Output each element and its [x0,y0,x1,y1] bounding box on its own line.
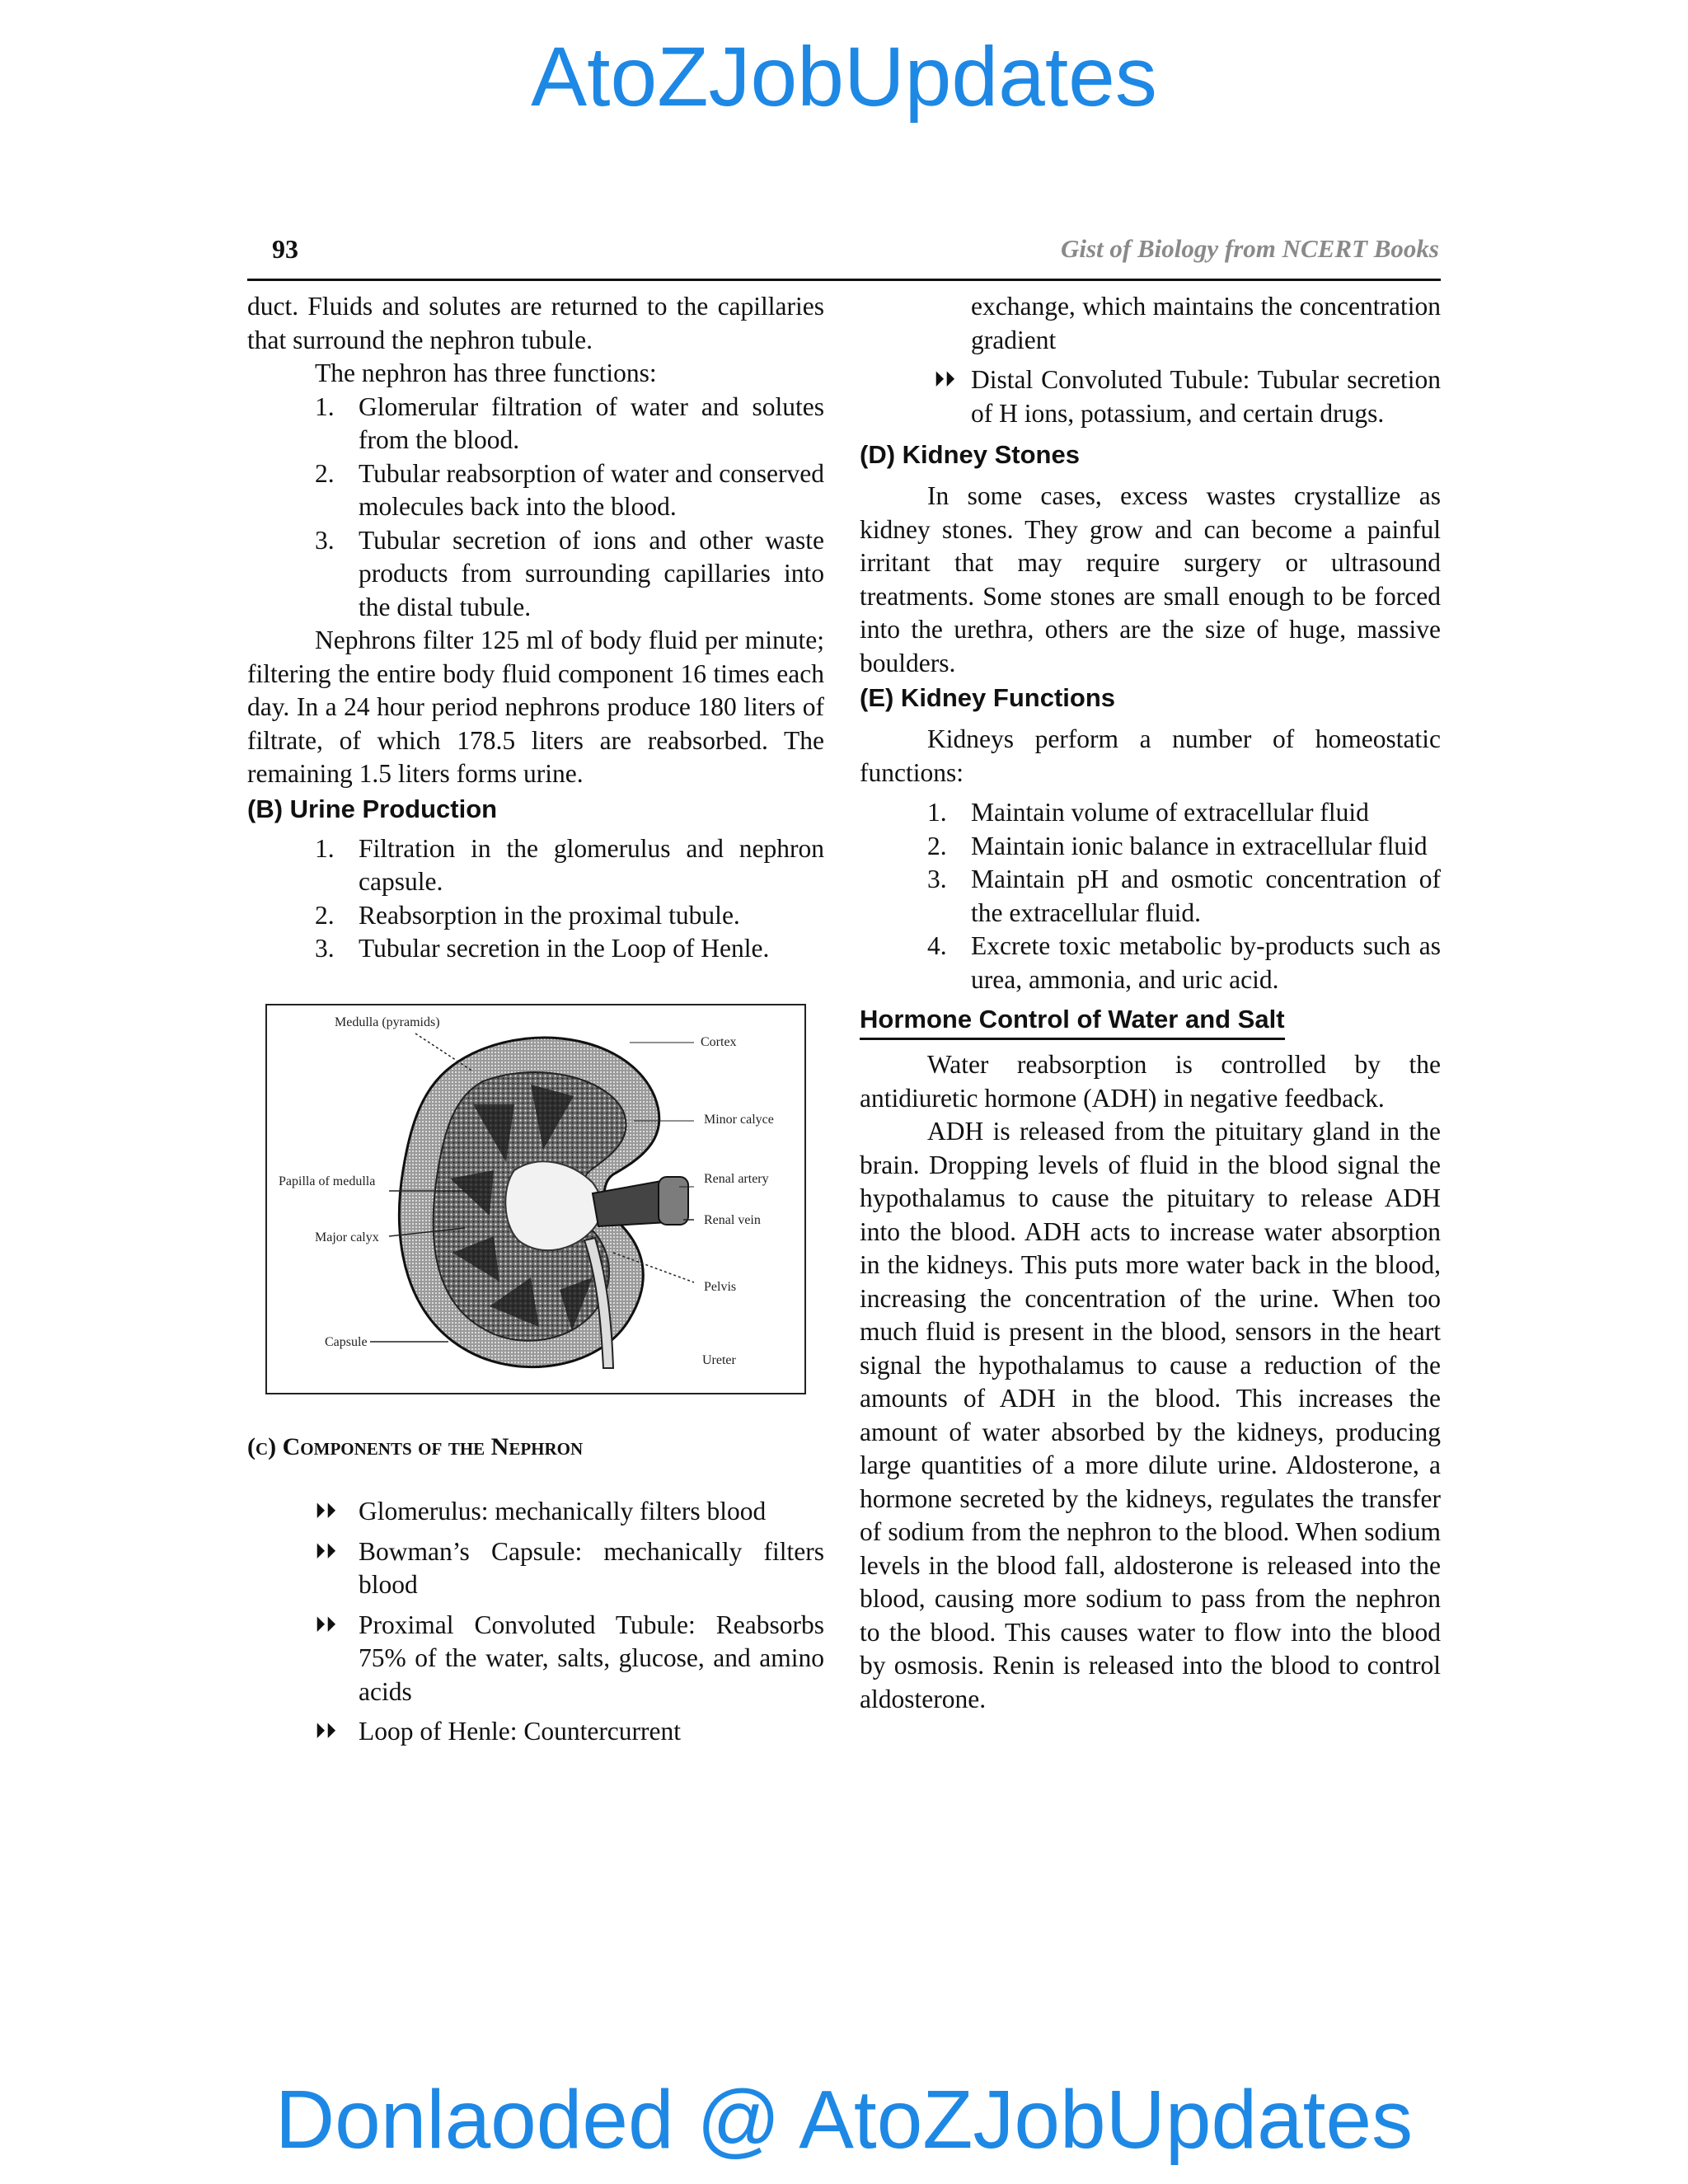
paragraph-functions-intro: The nephron has three functions: [315,359,657,387]
list-item [247,932,824,966]
label-papilla: Papilla of medulla [279,1174,376,1188]
heading-kidney-stones: (D) Kidney Stones [860,440,1080,469]
label-renal-artery: Renal artery [704,1171,769,1186]
paragraph-intro: duct. Fluids and solutes are returned to the capillaries that surround the nephron tubule. [247,292,824,354]
list-text: Filtration in the glomerulus and nephron capsule. [359,833,824,896]
watermark-top: AtoZJobUpdates [531,30,1157,124]
paragraph-nephrons: Nephrons filter 125 ml of body fluid per minute; filtering the entire body fluid component 16 times each day. In a 24 hour period nephrons produce 180 liters of filtrate, of which 178.5 liters are reabsorbed. The remaining 1.5 liters forms urine. [247,626,824,788]
label-minor-calyce: Minor calyce [704,1112,774,1127]
list-text: Proximal Convoluted Tubule: Reabsorbs 75% of the water, salts, glucose, and amino acids [359,1610,824,1706]
list-text: Distal Convoluted Tubule: Tubular secretion of H ions, potassium, and certain drugs. [971,365,1441,428]
double-arrow-icon: ⏵⏵ [934,368,956,391]
right-column [860,290,1441,1716]
label-medulla: Medulla (pyramids) [335,1015,440,1029]
header-rule [247,279,1441,281]
list-item [247,457,824,524]
list-number: 1. [315,391,335,421]
list-text: Tubular secretion in the Loop of Henle. [359,934,770,963]
list-item [860,830,1441,864]
list-number: 3. [315,525,335,555]
renal-vessel-end [659,1177,688,1225]
list-text: Glomerular filtration of water and solutes from the blood. [359,391,824,454]
list-number: 2. [927,831,947,860]
kidney-functions-list [860,796,1441,996]
double-arrow-icon: ⏵⏵ [315,1499,337,1523]
list-text: exchange, which maintains the concentration gradient [971,292,1441,354]
list-text: Reabsorption in the proximal tubule. [359,900,740,930]
list-item [247,832,824,899]
nephron-functions-list [247,391,824,625]
list-item [860,363,1441,430]
list-item [247,524,824,625]
list-number: 2. [315,458,335,488]
page-number: 93 [272,234,298,264]
label-capsule: Capsule [325,1334,368,1349]
label-pelvis: Pelvis [704,1279,737,1294]
label-cortex: Cortex [701,1034,737,1049]
list-text: Bowman’s Capsule: mechanically filters blood [359,1536,824,1599]
list-item [860,290,1441,357]
watermark-bottom: Donlaoded @ AtoZJobUpdates [274,2074,1414,2166]
list-number: 4. [927,931,947,960]
double-arrow-icon: ⏵⏵ [315,1719,337,1743]
list-text: Tubular reabsorption of water and conserved molecules back into the blood. [359,458,824,521]
kidney-diagram [265,1004,806,1394]
heading-hormone-control: Hormone Control of Water and Salt [860,1001,1285,1040]
list-number: 1. [927,798,947,827]
list-number: 1. [315,833,335,863]
list-text: Glomerulus: mechanically filters blood [359,1497,767,1526]
left-column [247,290,824,1755]
list-item [247,1715,824,1749]
double-arrow-icon: ⏵⏵ [315,1612,337,1637]
list-item [247,1535,824,1602]
label-renal-vein: Renal vein [704,1212,761,1227]
list-text: Maintain ionic balance in extracellular fluid [971,831,1428,860]
components-list-continued [860,290,1441,430]
paragraph-adh: ADH is released from the pituitary gland in the brain. Dropping levels of fluid in the blood signal the hypothalamus to cause the pituitary to release ADH into the blood. ADH acts to increase water absorption in the kidneys. This puts more water back in the blood, increasing the concentration of the urine. When too much fluid is present in the blood, sensors in the heart signal the hypothalamus to cause a reduction of the amounts of ADH in the blood. This increases the amount of water absorbed by the kidneys, producing large quantities of a more dilute urine. Aldosterone, a hormone secreted by the kidneys, regulates the transfer of sodium from the nephron to the blood. When sodium levels in the blood fall, aldosterone is released into the blood, causing more sodium to pass from the nephron to the blood. This causes water to flow into the blood by osmosis. Renin is released into the blood to control aldosterone. [860,1117,1441,1713]
heading-urine-production: (B) Urine Production [247,794,498,823]
list-text: Loop of Henle: Countercurrent [359,1717,681,1746]
list-item [860,930,1441,996]
list-item [860,863,1441,930]
list-number: 2. [315,900,335,930]
list-text: Excrete toxic metabolic by-products such as urea, ammonia, and uric acid. [971,931,1441,994]
list-item [247,899,824,933]
running-title: Gist of Biology from NCERT Books [1060,234,1439,263]
list-item [860,796,1441,830]
list-item [247,391,824,457]
paragraph-stones: In some cases, excess wastes crystallize as kidney stones. They grow and can become a painful irritant that may require surgery or ultrasound treatments. Some stones are small enough to be forced into the urethra, others are the size of huge, massive boulders. [860,481,1441,677]
paragraph-water-reabsorption: Water reabsorption is controlled by the antidiuretic hormone (ADH) in negative feedback. [860,1050,1441,1113]
paragraph-kidney-functions-intro: Kidneys perform a number of homeostatic functions: [860,724,1441,787]
label-ureter: Ureter [702,1352,736,1367]
list-number: 3. [927,865,947,893]
heading-kidney-functions: (E) Kidney Functions [860,683,1115,712]
list-text: Tubular secretion of ions and other waste products from surrounding capillaries into the distal tubule. [359,525,824,621]
heading-components: (c) Components of the Nephron [247,1432,584,1460]
urine-steps-list [247,832,824,966]
list-item [247,1495,824,1529]
list-item [247,1609,824,1709]
label-major-calyx: Major calyx [315,1230,379,1244]
components-list [247,1495,824,1749]
double-arrow-icon: ⏵⏵ [315,1539,337,1563]
list-number: 3. [315,934,335,963]
list-text: Maintain pH and osmotic concentration of the extracellular fluid. [971,865,1441,927]
list-text: Maintain volume of extracellular fluid [971,798,1369,827]
